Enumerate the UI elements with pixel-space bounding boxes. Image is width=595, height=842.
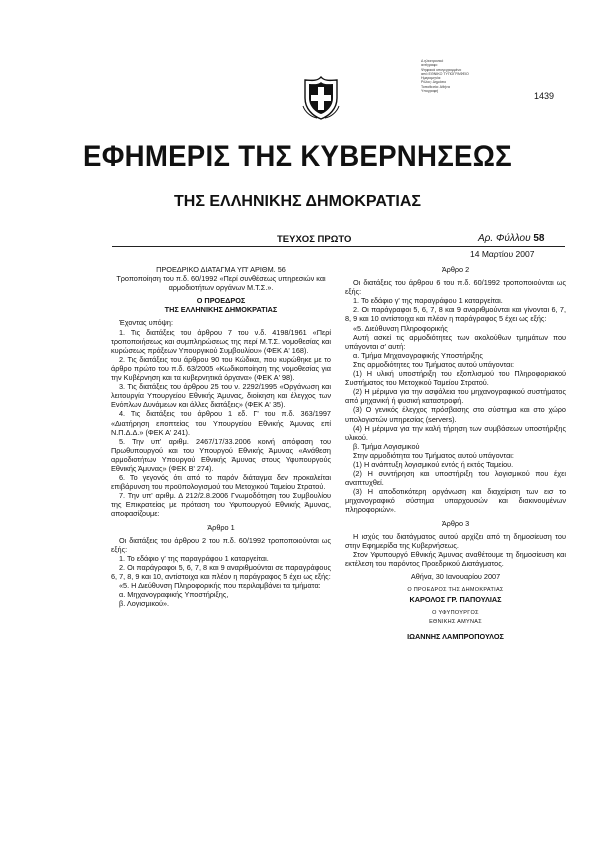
paragraph: Αυτή ασκεί τις αρμοδιότητες των ακολούθων τμημάτων που υπάγονται σ' αυτή: [345,332,566,351]
paragraph: Η ισχύς του διατάγματος αυτού αρχίζει από τη δημοσίευση του στην Εφημερίδα της Κυβερνήσεως. [345,531,566,550]
gazette-title: ΕΦΗΜΕΡΙΣ ΤΗΣ ΚΥΒΕΡΝΗΣΕΩΣ [83,140,512,173]
stamp-line: αντίγραφο [421,63,438,68]
deputy-minister-name: ΙΩΑΝΝΗΣ ΛΑΜΠΡΟΠΟΥΛΟΣ [407,631,504,641]
sheet-number [478,233,545,244]
paragraph: Άρθρο 1 [207,522,235,532]
paragraph: (3) Η αποδοτικότερη οργάνωση και διαχείριση των εισ το μηχανογραφικό σύστημα υπαρχουσών και διακινουμένων πληροφοριών». [345,487,566,515]
paragraph: «5. Διεύθυνση Πληροφορικής [353,323,448,333]
paragraph: Στον Υφυπουργό Εθνικής Άμυνας αναθέτουμε τη δημοσίευση και εκτέλεση του παρόντος Προεδρικού Διατάγματος. [345,549,566,568]
signature-place-date: Αθήνα, 30 Ιανουαρίου 2007 [410,572,501,581]
paragraph: 4. Τις διατάξεις του άρθρου 1 εδ. Γ' του π.δ. 363/1997 «Διατήρηση εποπτείας του Υπουργείου Εθνικής Άμυνας επί Ν.Π.Δ.Δ.» (ΦΕΚ Α' 241). [111,409,331,437]
paragraph: 5. Την υπ' αριθμ. 2467/17/33.2006 κοινή απόφαση του Πρωθυπουργού και του Υπουργού Εθνικής Άμυνας «Ανάθεση αρμοδιοτήτων Υπουργού Εθνικής Άμυνας στους Υφυπουργούς Εθνικής Άμυνας» (ΦΕΚ Β' 274). [111,436,331,473]
paragraph: 3. Τις διατάξεις του άρθρου 25 του ν. 2292/1995 «Οργάνωση και λειτουργία Υπουργείου Εθνικής Άμυνας, διοίκηση και έλεγχος των Ενόπλων Δυνάμεων και άλλες διατάξεις» (ΦΕΚ Α' 35). [111,382,331,410]
right-column [345,265,566,641]
greek-coat-of-arms-icon [301,76,341,120]
paragraph: 1. Τις διατάξεις του άρθρου 7 του ν.δ. 4198/1961 «Περί τροποποιήσεως και συμπληρώσεως της περί Μ.Τ.Σ. νομοθεσίας και κυρώσεως πράξεων Υπουργικού Συμβουλίου» (ΦΕΚ Α' 168). [111,327,331,355]
deputy-minister-title: Ο ΥΦΥΠΟΥΡΓΟΣ [432,609,479,616]
paragraph: (2) Η συντήρηση και υποστήριξη του λογισμικού που έχει αναπτυχθεί. [345,469,566,488]
paragraph: 6. Το γεγονός ότι από το παρόν διάταγμα δεν προκαλείται επιβάρυνση του προϋπολογισμού του Μετοχικού Ταμείου Στρατού. [111,473,331,492]
stamp-line: Υπογραφή [421,89,439,94]
left-column [111,265,331,608]
issue-date: 14 Μαρτίου 2007 [470,249,535,259]
paragraph: ΠΡΟΕΔΡΙΚΟ ΔΙΑΤΑΓΜΑ ΥΠ' ΑΡΙΘΜ. 56 [156,265,286,274]
paragraph: 1. Το εδάφιο γ' της παραγράφου 1 καταργείται. [119,553,269,563]
digital-signature-stamp [421,59,491,93]
paragraph: Άρθρο 3 [441,518,470,528]
sheet-number-value: 58 [533,233,545,244]
paragraph: 1. Το εδάφιο γ' της παραγράφου 1 καταργείται. [353,296,503,306]
paragraph: (2) Η μέριμνα για την ασφάλεια του μηχανογραφικού συστήματος από μηχανική ή φυσική καταστροφή. [345,387,566,406]
ministry-name: ΕΘΝΙΚΗΣ ΑΜΥΝΑΣ [429,619,482,625]
issue-label: ΤΕΥΧΟΣ ΠΡΩΤΟ [277,234,352,245]
paragraph: Οι διατάξεις του άρθρου 2 του π.δ. 60/1992 τροποποιούνται ως εξής: [111,535,331,554]
stamp-line: Ημερομηνία: [421,76,442,81]
header-divider [112,246,565,247]
signature-block [345,572,566,641]
paragraph: (3) Ο γενικός έλεγχος πρόσβασης στο σύστημα και στο χώρο υπολογιστών υπηρεσίας (servers). [345,405,566,424]
paragraph: Τροποποίηση του π.δ. 60/1992 «Περί συνθέσεως υπηρεσιών και αρμοδιοτήτων οργάνων Μ.Τ.Σ.». [116,274,326,293]
paragraph: α. Τμήμα Μηχανογραφικής Υποστήριξης [353,350,483,360]
paragraph: Στην αρμοδιότητα του Τμήματος αυτού υπάγονται: [353,450,514,460]
sheet-label: Αρ. Φύλλου [478,233,531,244]
paragraph: ΤΗΣ ΕΛΛΗΝΙΚΗΣ ΔΗΜΟΚΡΑΤΙΑΣ [164,305,278,315]
paragraph: «5. Η Διεύθυνση Πληροφορικής που περιλαμβάνει τα τμήματα: [119,581,321,591]
president-name: ΚΑΡΟΛΟΣ ΓΡ. ΠΑΠΟΥΛΙΑΣ [409,595,502,604]
page-number: 1439 [534,91,555,101]
paragraph: Έχοντας υπόψη: [119,318,173,328]
gazette-subtitle: ΤΗΣ ΕΛΛΗΝΙΚΗΣ ΔΗΜΟΚΡΑΤΙΑΣ [174,193,421,210]
paragraph: Ο ΠΡΟΕΔΡΟΣ [196,296,246,306]
paragraph: 2. Τις διατάξεις του άρθρου 90 του Κώδικα, που κυρώθηκε με το άρθρο πρώτο του π.δ. 63/2005 «Κωδικοποίηση της νομοθεσίας για την Κυβέρνηση και τα κυβερνητικά όργανα» (ΦΕΚ Α' 98). [111,354,331,383]
paragraph: (4) Η μέριμνα για την καλή τήρηση των συμβάσεων υποστήριξης υλικού. [345,423,566,442]
paragraph: β. Λογισμικού». [119,599,170,609]
paragraph: Άρθρο 2 [441,265,470,274]
stamp-line: Δ ηλεκτρονικό [421,59,444,63]
paragraph: 2. Οι παράγραφοι 5, 6, 7, 8 και 9 αναριθμούνται σε παραγράφους 6, 7, 8, 9 και 10, αντίστοιχα και πλέον η παράγραφος 5 έχει ως εξής: [111,562,331,581]
stamp-line: από ΕΘΝΙΚΟ ΤΥΠΟΓΡΑΦΕΙΟ [421,71,469,76]
stamp-line: Ρόλος: Δημόσιο [421,80,447,85]
paragraph: 7. Την υπ' αριθμ. Δ 212/2.8.2006 Γνωμοδότηση του Συμβουλίου της Επικρατείας με πρόταση του Υφυπουργού Εθνικής Άμυνας, αποφασίζουμε: [111,491,331,519]
stamp-line: Τοποθεσία: Αθήνα [421,84,450,89]
paragraph: Οι διατάξεις του άρθρου 6 του π.δ. 60/1992 τροποποιούνται ως εξής: [345,278,566,297]
paragraph: (1) Η υλική υποστήριξη του εξοπλισμού του Πληροφοριακού Συστήματος του Μετοχικού Ταμείου Στρατού. [345,369,566,388]
paragraph: α. Μηχανογραφικής Υποστήριξης, [119,590,229,600]
president-title: Ο ΠΡΟΕΔΡΟΣ ΤΗΣ ΔΗΜΟΚΡΑΤΙΑΣ [407,586,504,593]
paragraph: 2. Οι παράγραφοι 5, 6, 7, 8 και 9 αναριθμούνται και γίνονται 6, 7, 8, 9 και 10 αντίστοιχα και πλέον η παράγραφος 5 έχει ως εξής: [345,305,566,324]
right-column-body [345,265,566,568]
paragraph: (1) Η ανάπτυξη λογισμικού εντός ή εκτός Ταμείου. [353,459,514,469]
paragraph: β. Τμήμα Λογισμικού [353,441,420,451]
stamp-line: Ψηφιακά υπογεγραμμένο [421,67,462,72]
paragraph: Στις αρμοδιότητες του Τμήματος αυτού υπάγονται: [353,359,515,369]
